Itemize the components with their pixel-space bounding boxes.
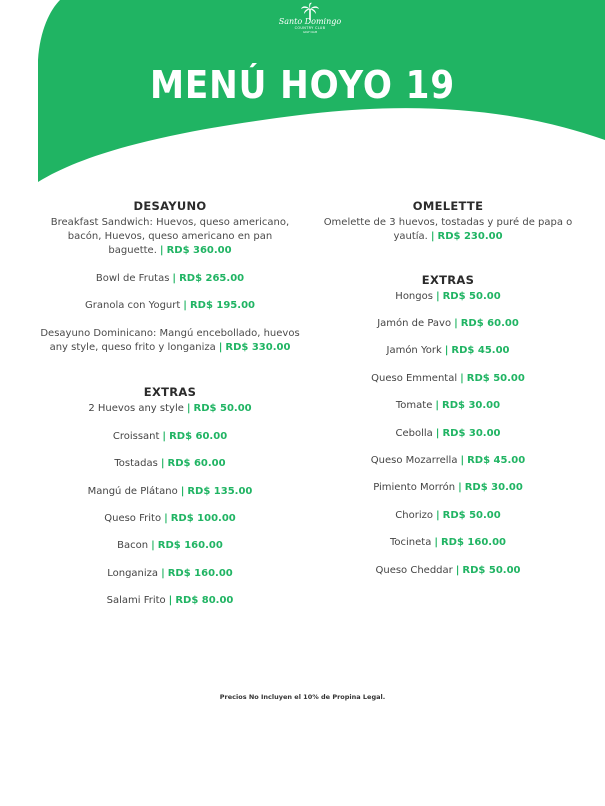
menu-item-description: Tocineta <box>389 537 432 549</box>
right-column <box>318 198 578 591</box>
menu-item-price: RD$ 160.00 <box>167 567 233 579</box>
menu-item-description: Pimiento Morrón <box>373 482 456 494</box>
menu-item-description: Omelette de 3 huevos, tostadas y puré de papa o yautía. <box>323 217 573 242</box>
menu-item <box>40 216 300 258</box>
menu-item-price: RD$ 60.00 <box>167 458 226 470</box>
menu-item <box>318 399 578 413</box>
price-separator: | <box>183 300 187 312</box>
menu-item <box>318 509 578 523</box>
extras-left-list <box>40 402 300 608</box>
page-title: MENÚ HOYO 19 <box>149 63 456 107</box>
menu-item-price: RD$ 80.00 <box>175 595 234 607</box>
price-separator: | <box>430 231 435 242</box>
menu-item <box>40 402 300 416</box>
price-separator: | <box>162 430 167 442</box>
menu-item <box>318 317 578 331</box>
extras-right-heading: EXTRAS <box>421 272 475 287</box>
menu-item <box>318 564 578 578</box>
menu-item <box>40 594 300 608</box>
menu-item-price: RD$ 360.00 <box>166 245 232 256</box>
price-separator: | <box>435 427 440 439</box>
menu-item-description: Jamón de Pavo <box>377 317 452 329</box>
menu-item-description: Desayuno Dominicano: Mangú encebollado, huevos any style, queso frito y longaniza <box>40 327 300 353</box>
menu-item <box>318 536 578 550</box>
menu-item-description: Chorizo <box>395 509 433 521</box>
menu-item <box>318 344 578 358</box>
menu-item-description: Longaniza <box>107 567 159 579</box>
price-separator: | <box>159 245 164 256</box>
menu-item-description: Croissant <box>112 430 160 442</box>
price-separator: | <box>160 458 165 470</box>
price-separator: | <box>161 567 165 579</box>
menu-item-description: Cebolla <box>395 427 433 439</box>
menu-item-description: 2 Huevos any style <box>88 403 184 415</box>
price-separator: | <box>164 512 168 524</box>
logo-subtitle: COUNTRY CLUB <box>294 26 326 30</box>
price-separator: | <box>455 564 460 576</box>
menu-item-description: Mangú de Plátano <box>87 485 178 497</box>
menu-item <box>40 327 300 355</box>
menu-item-price: RD$ 50.00 <box>466 372 525 384</box>
menu-item <box>318 454 578 468</box>
menu-item <box>40 539 300 553</box>
price-separator: | <box>460 454 465 466</box>
menu-item-price: RD$ 50.00 <box>442 509 501 521</box>
menu-item-description: Queso Cheddar <box>375 564 453 576</box>
menu-item-description: Salami Frito <box>106 595 166 607</box>
menu-item-price: RD$ 50.00 <box>462 564 521 576</box>
left-column <box>40 198 300 622</box>
menu-item-price: RD$ 230.00 <box>437 231 503 242</box>
menu-item-description: Bowl de Frutas <box>95 272 170 284</box>
logo-script-text: Santo Domingo <box>278 17 342 26</box>
price-separator: | <box>444 345 449 357</box>
menu-item-description: Bacon <box>117 540 149 552</box>
menu-item-price: RD$ 50.00 <box>193 403 252 415</box>
footer-note: Precios No Incluyen el 10% de Propina Legal. <box>219 693 386 701</box>
menu-item-price: RD$ 30.00 <box>464 482 523 494</box>
extras-left-heading: EXTRAS <box>143 385 197 400</box>
menu-item-description: Jamón York <box>386 345 442 357</box>
price-separator: | <box>435 509 440 521</box>
menu-item-price: RD$ 135.00 <box>187 485 253 497</box>
desayuno-heading: DESAYUNO <box>133 199 207 213</box>
club-logo <box>270 2 350 46</box>
logo-tiny-text: GOLF CLUB <box>302 31 318 34</box>
menu-item-price: RD$ 160.00 <box>440 537 507 549</box>
menu-item-price: RD$ 60.00 <box>169 430 228 442</box>
price-separator: | <box>454 317 458 329</box>
menu-item <box>318 290 578 304</box>
menu-item <box>40 485 300 499</box>
menu-item-description: Breakfast Sandwich: Huevos, queso americano, bacón, Huevos, queso americano en pan baguette. <box>50 217 290 256</box>
menu-item-price: RD$ 45.00 <box>467 454 526 466</box>
desayuno-list <box>40 216 300 355</box>
price-separator: | <box>435 400 440 412</box>
price-separator: | <box>151 540 155 552</box>
menu-item-price: RD$ 30.00 <box>442 400 501 412</box>
price-separator: | <box>186 403 191 415</box>
omelette-list <box>318 216 578 244</box>
menu-item-description: Queso Emmental <box>371 372 458 384</box>
menu-item <box>318 481 578 495</box>
extras-right-list <box>318 290 578 578</box>
menu-item <box>318 372 578 386</box>
menu-item-price: RD$ 195.00 <box>189 300 255 312</box>
menu-item <box>40 567 300 581</box>
menu-item-price: RD$ 330.00 <box>225 341 291 353</box>
menu-item-price: RD$ 50.00 <box>442 290 501 302</box>
menu-item-description: Queso Frito <box>104 512 162 524</box>
price-separator: | <box>180 485 185 497</box>
menu-item <box>40 299 300 313</box>
menu-item <box>40 512 300 526</box>
menu-item-price: RD$ 100.00 <box>170 512 236 524</box>
menu-item-price: RD$ 265.00 <box>179 272 245 284</box>
menu-item-description: Hongos <box>395 290 433 302</box>
menu-item <box>318 427 578 441</box>
price-separator: | <box>435 290 440 302</box>
price-separator: | <box>460 372 464 384</box>
menu-item-description: Tostadas <box>114 458 158 470</box>
menu-item-price: RD$ 160.00 <box>157 540 223 552</box>
menu-item <box>40 457 300 471</box>
price-separator: | <box>168 595 173 607</box>
menu-item <box>40 272 300 286</box>
menu-item-description: Tomate <box>395 400 433 412</box>
menu-item <box>318 216 578 244</box>
menu-item-price: RD$ 45.00 <box>451 345 510 357</box>
menu-item-description: Queso Mozarrella <box>370 454 458 466</box>
menu-item-price: RD$ 60.00 <box>460 317 519 329</box>
menu-item-price: RD$ 30.00 <box>442 427 501 439</box>
menu-item <box>40 430 300 444</box>
price-separator: | <box>458 482 462 494</box>
menu-item-description: Granola con Yogurt <box>85 300 181 312</box>
price-separator: | <box>218 341 223 353</box>
price-separator: | <box>172 272 177 284</box>
omelette-heading: OMELETTE <box>412 199 484 213</box>
price-separator: | <box>434 537 438 549</box>
